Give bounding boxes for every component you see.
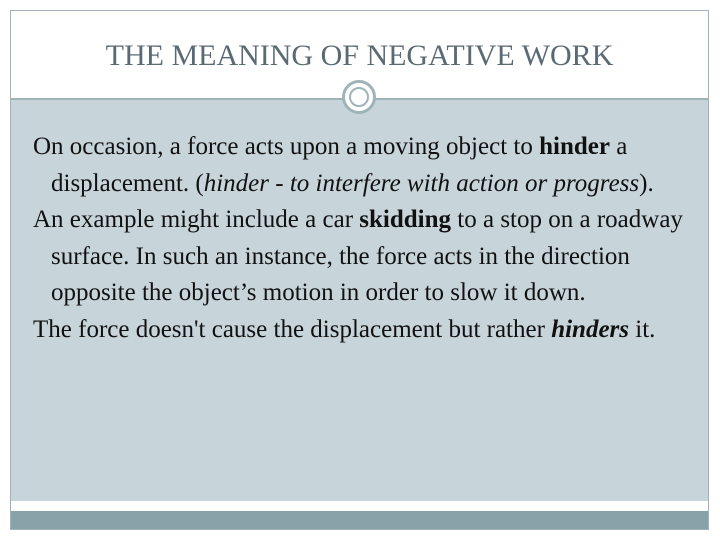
para1-seg4-italic: hinder - to interfere with action or progress [203, 169, 640, 197]
circle-ornament-icon [342, 80, 376, 114]
paragraph-2 [33, 202, 693, 312]
paragraph-1 [33, 129, 693, 202]
footer-bar [11, 511, 708, 529]
slide-title: THE MEANING OF NEGATIVE WORK [105, 39, 614, 72]
circle-ornament-inner [349, 87, 369, 107]
para3-seg3: it. [629, 315, 656, 343]
para3-seg2-bold-italic: hinders [551, 315, 629, 343]
para1-seg2-bold: hinder [539, 133, 610, 160]
slide [10, 10, 709, 530]
para2-seg2-bold: skidding [359, 206, 452, 233]
slide-body [33, 129, 693, 348]
para3-seg1: The force doesn't cause the displacement but rather [33, 315, 552, 343]
para1-seg3: a displacement. ( [51, 133, 628, 197]
paragraph-3 [33, 312, 693, 349]
para1-seg5: ). [639, 169, 654, 197]
para2-seg1: An example might include a car [33, 206, 360, 233]
para2-seg3: to a stop on a roadway surface. In such an instance, the force acts in the direction opposite the object’s motion in order to slow it down. [51, 206, 683, 306]
para1-seg1: On occasion, a force acts upon a moving object to [33, 133, 540, 160]
